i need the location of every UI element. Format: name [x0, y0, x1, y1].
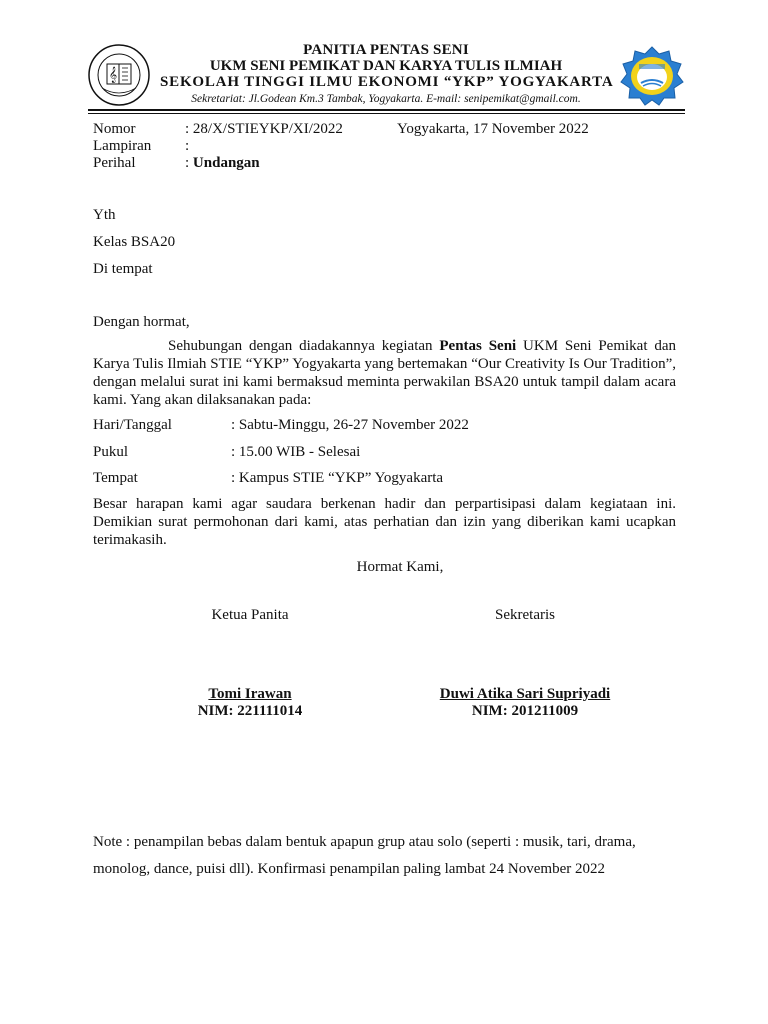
body-text-1: Sehubungan dengan diadakannya kegiatan [168, 338, 440, 354]
perihal-label: Perihal [93, 155, 136, 171]
perihal-row [185, 154, 260, 172]
letterhead-institution: SEKOLAH TINGGI ILMU EKONOMI “YKP” YOGYAKARTA [160, 74, 614, 90]
hormat-kami: Hormat Kami, [356, 559, 444, 575]
recipient-place: Di tempat [93, 261, 153, 277]
signatory-right-nim: NIM: 201211009 [471, 703, 579, 719]
signatory-left-name: Tomi Irawan [208, 686, 292, 702]
detail-label-place: Tempat [93, 470, 138, 486]
nomor-label: Nomor [93, 121, 136, 137]
greeting: Dengan hormat, [93, 314, 190, 330]
perihal-colon: : [185, 155, 193, 171]
signatory-left-title: Ketua Panita [211, 607, 289, 623]
detail-value-time: : 15.00 WIB - Selesai [231, 444, 361, 460]
detail-value-place: : Kampus STIE “YKP” Yogyakarta [231, 470, 444, 486]
closing-paragraph: Besar harapan kami agar saudara berkenan hadir dan perpartisipasi dalam kegiataan ini. Demikian surat permohonan dari kami, atas perhatian dan izin yang diberikan kami ucapkan terimakasih. [93, 496, 676, 548]
recipient-yth: Yth [93, 207, 116, 223]
detail-label-date: Hari/Tanggal [93, 417, 172, 433]
stie-ykp-logo [619, 46, 685, 106]
body-event-name: Pentas Seni [439, 338, 517, 354]
recipient-class: Kelas BSA20 [93, 234, 176, 250]
letterhead-divider-thick [88, 109, 685, 111]
detail-value-date: : Sabtu-Minggu, 26-27 November 2022 [231, 417, 469, 433]
lampiran-label: Lampiran [93, 138, 152, 154]
perihal-value: Undangan [192, 155, 260, 171]
svg-text:𝄞: 𝄞 [108, 68, 118, 83]
detail-label-time: Pukul [93, 444, 129, 460]
letterhead-divider-thin [88, 113, 685, 114]
letterhead-ukm-name: UKM SENI PEMIKAT DAN KARYA TULIS ILMIAH [209, 58, 563, 74]
letterhead-address: Sekretariat: Jl.Godean Km.3 Tambak, Yogyakarta. E-mail: senipemikat@gmail.com. [191, 93, 581, 105]
body-paragraph [93, 337, 676, 409]
letter-date: Yogyakarta, 17 November 2022 [397, 121, 589, 137]
ukm-seni-pemikat-logo [88, 44, 150, 106]
note-text: Note : penampilan bebas dalam bentuk apapun grup atau solo (seperti : musik, tari, drama, monolog, dance, puisi dll). Konfirmasi penampilan paling lambat 24 November 2022 [93, 834, 636, 877]
signatory-left-nim: NIM: 221111014 [197, 703, 303, 719]
nomor-value: : 28/X/STIEYKP/XI/2022 [185, 121, 343, 137]
letterhead-title: PANITIA PENTAS SENI [303, 42, 469, 58]
body-text-2: UKM Seni Pemikat dan Karya Tulis Ilmiah STIE “YKP” Yogyakarta yang bertemakan “Our Creativity Is Our Tradition”, dengan melalui surat ini kami bermaksud meminta perwakilan BSA20 untuk tampil dalam acara kami. Yang akan dilaksanakan pada: [93, 338, 676, 408]
lampiran-value: : [185, 138, 190, 154]
signatory-right-title: Sekretaris [495, 607, 555, 623]
signatory-right-name: Duwi Atika Sari Supriyadi [439, 686, 611, 702]
